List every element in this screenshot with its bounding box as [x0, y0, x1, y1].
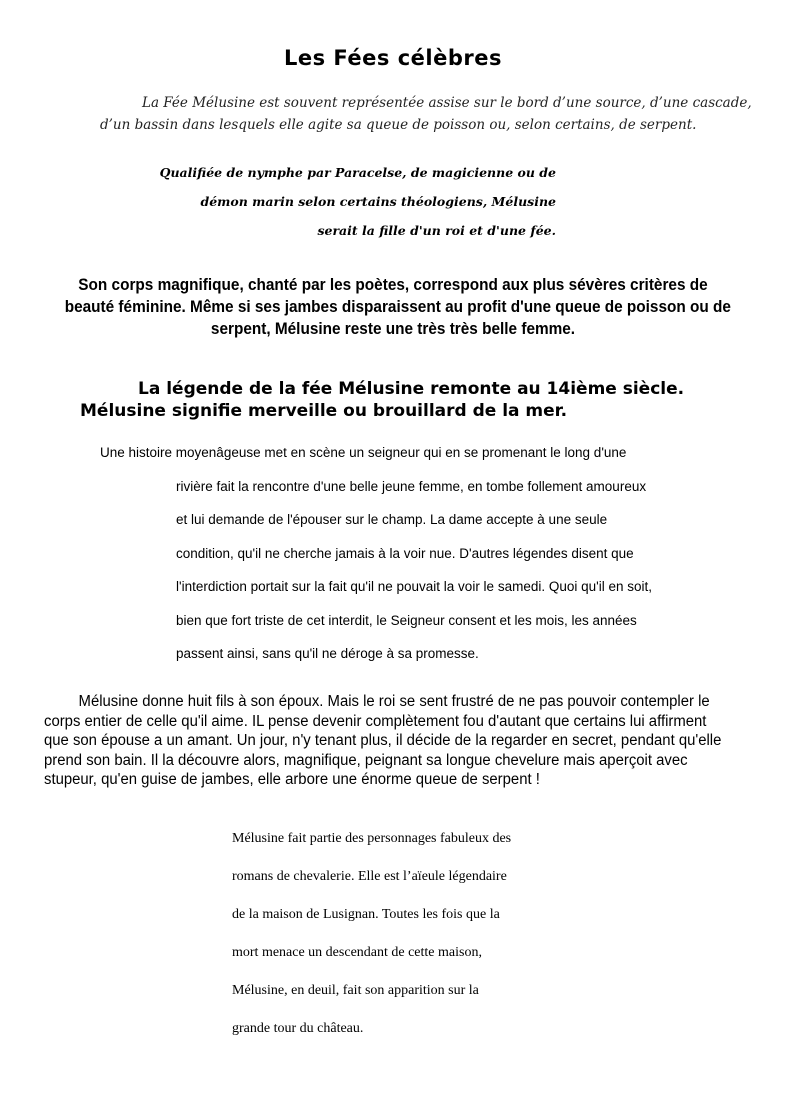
story-line: condition, qu'il ne cherche jamais à la voir nue. D'autres légendes disent que [176, 545, 634, 561]
beauty-line: beauté féminine. Même si ses jambes disparaissent au profit d'une queue de poisson ou de [64, 298, 731, 316]
page-title: Les Fées célèbres [284, 46, 502, 70]
beauty-line: Son corps magnifique, chanté par les poètes, correspond aux plus sévères critères de [78, 276, 708, 294]
quote-line: serait la fille d'un roi et d'une fée. [317, 223, 556, 238]
lusignan-line: Mélusine fait partie des personnages fabuleux des [232, 831, 512, 846]
quote-line: Qualifiée de nymphe par Paracelse, de magicienne ou de [159, 165, 556, 180]
sons-paragraph [44, 692, 733, 790]
story-line: Une histoire moyenâgeuse met en scène un seigneur qui en se promenant le long d'une [100, 445, 627, 460]
sons-line: stupeur, qu'en guise de jambes, elle arbore une énorme queue de serpent ! [44, 771, 540, 788]
heading-line: La légende de la fée Mélusine remonte au 14ième siècle. [138, 379, 685, 399]
beauty-paragraph [64, 274, 731, 340]
sons-line: Mélusine donne huit fils à son époux. Mais le roi se sent frustré de ne pas pouvoir contempler le [78, 693, 710, 710]
sons-line: corps entier de celle qu'il aime. IL pense devenir complètement fou d'autant que certains lui affirment [44, 712, 707, 730]
intro-line: d’un bassin dans lesquels elle agite sa queue de poisson ou, selon certains, de serpent. [100, 117, 697, 133]
intro-line: La Fée Mélusine est souvent représentée assise sur le bord d’une source, d’une cascade, [142, 95, 752, 111]
beauty-line: serpent, Mélusine reste une très très belle femme. [210, 320, 576, 338]
lusignan-paragraph [232, 820, 572, 1048]
story-line: bien que fort triste de cet interdit, le Seigneur consent et les mois, les années [176, 612, 637, 628]
story-line: passent ainsi, sans qu'il ne déroge à sa promesse. [176, 646, 479, 661]
intro-paragraph [100, 92, 752, 136]
story-line: et lui demande de l'épouser sur le champ. La dame accepte à une seule [176, 512, 608, 527]
lusignan-line: de la maison de Lusignan. Toutes les fois que la [232, 907, 500, 922]
quote-paragraph [150, 158, 556, 245]
sons-line: que son épouse a un amant. Un jour, n'y tenant plus, il décide de la regarder en secret, pendant qu'elle [44, 732, 722, 749]
lusignan-line: grande tour du château. [232, 1021, 364, 1036]
heading-line: Mélusine signifie merveille ou brouillard de la mer. [80, 401, 568, 421]
story-line: l'interdiction portait sur la fait qu'il ne pouvait la voir le samedi. Quoi qu'il en soit, [176, 579, 652, 594]
quote-line: démon marin selon certains théologiens, Mélusine [200, 194, 556, 209]
legend-heading [80, 378, 720, 422]
sons-line: prend son bain. Il la découvre alors, magnifique, peignant sa longue chevelure mais aperçoit avec [44, 751, 688, 769]
lusignan-line: Mélusine, en deuil, fait son apparition sur la [232, 983, 479, 998]
story-line: rivière fait la rencontre d'une belle jeune femme, en tombe follement amoureux [176, 478, 647, 494]
lusignan-line: romans de chevalerie. Elle est l’aïeule légendaire [232, 869, 507, 884]
story-paragraph [100, 436, 688, 671]
lusignan-line: mort menace un descendant de cette maison, [232, 945, 482, 960]
